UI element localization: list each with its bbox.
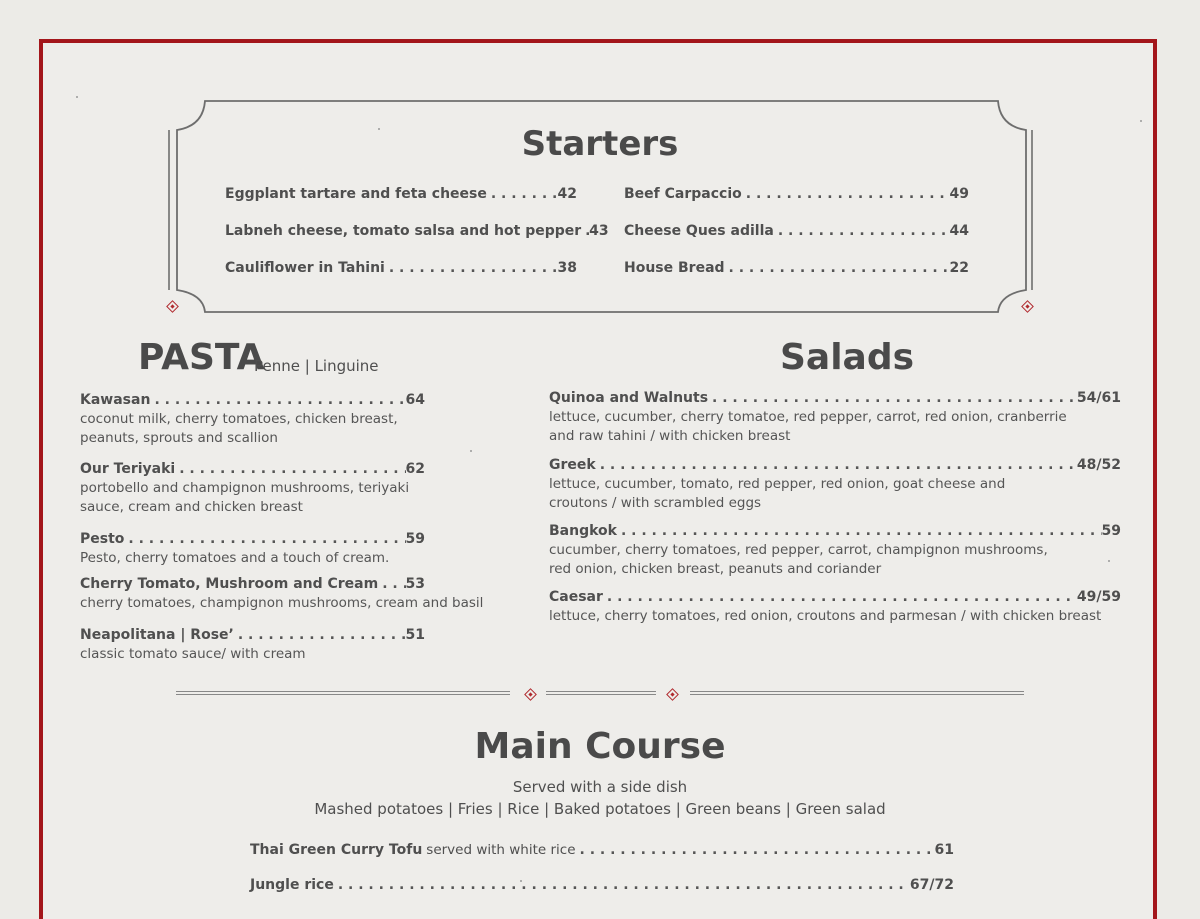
main-item-price: 61 [934, 842, 954, 858]
paper-speck [470, 450, 472, 452]
pasta-item-description: coconut milk, cherry tomatoes, chicken breast, [80, 411, 398, 427]
main-item-name: Jungle rice [250, 877, 334, 893]
main-course-sides: Mashed potatoes | Fries | Rice | Baked potatoes | Green beans | Green salad [314, 800, 886, 818]
pasta-subtitle: Penne | Linguine [254, 357, 379, 375]
pasta-item-price: 62 [405, 461, 425, 477]
pasta-item-name: Neapolitana | Rose’ [80, 627, 234, 643]
main-course-item [250, 842, 954, 858]
dot-leader [774, 223, 950, 239]
paper-speck [76, 96, 78, 98]
paper-speck [1140, 120, 1142, 122]
dot-leader [576, 842, 935, 858]
starters-heading: Starters [521, 124, 679, 164]
pasta-item-price: 51 [405, 627, 425, 643]
starter-item-name: Cauliflower in Tahini [225, 260, 385, 276]
salad-item-name: Bangkok [549, 523, 617, 539]
pasta-item-price: 59 [405, 531, 425, 547]
dot-leader [708, 390, 1077, 406]
pasta-item [80, 576, 484, 613]
starter-item-price: 44 [949, 223, 969, 239]
pasta-item-name: Our Teriyaki [80, 461, 176, 477]
starter-item [225, 260, 577, 276]
pasta-item-price: 53 [405, 576, 425, 592]
divider-line [690, 691, 1024, 695]
dot-leader [124, 531, 405, 547]
starter-item [624, 260, 969, 276]
pasta-item-name: Pesto [80, 531, 125, 547]
pasta-item-description: peanuts, sprouts and scallion [80, 430, 278, 446]
dot-leader [150, 392, 405, 408]
starter-item-price: 22 [949, 260, 969, 276]
pasta-item-name: Cherry Tomato, Mushroom and Cream [80, 576, 379, 592]
salad-item-name: Quinoa and Walnuts [549, 390, 709, 406]
salad-item-name: Greek [549, 457, 596, 473]
salads-heading: Salads [780, 337, 915, 378]
salad-item-description: lettuce, cherry tomatoes, red onion, croutons and parmesan / with chicken breast [549, 608, 1102, 624]
pasta-item-description: classic tomato sauce/ with cream [80, 646, 306, 662]
starter-item [225, 223, 609, 239]
main-item-name: Thai Green Curry Tofu [250, 842, 423, 858]
divider-line [546, 691, 656, 695]
pasta-item-description: portobello and champignon mushrooms, teriyaki [80, 480, 410, 496]
salad-item-description: cucumber, cherry tomatoes, red pepper, carrot, champignon mushrooms, [549, 542, 1048, 558]
starter-item-price: 49 [949, 186, 969, 202]
main-item-note: served with white rice [426, 842, 576, 858]
main-course-heading: Main Course [474, 726, 726, 767]
salad-item [549, 457, 1121, 513]
dot-leader [487, 186, 558, 202]
pasta-item-description: sauce, cream and chicken breast [80, 499, 303, 515]
salad-item-price: 48/52 [1076, 457, 1121, 473]
divider-line [176, 691, 510, 695]
pasta-item-price: 64 [405, 392, 425, 408]
starter-item-name: House Bread [624, 260, 725, 276]
main-course-item [250, 877, 954, 893]
dot-leader [234, 627, 406, 643]
dot-leader [725, 260, 950, 276]
salad-item-description: lettuce, cucumber, tomato, red pepper, red onion, goat cheese and [549, 476, 1006, 492]
main-course-subtitle: Served with a side dish [512, 778, 688, 796]
dot-leader [596, 457, 1077, 473]
starter-item-name: Beef Carpaccio [624, 186, 742, 202]
pasta-item [80, 627, 425, 664]
starter-item [624, 186, 969, 202]
starter-item-name: Labneh cheese, tomato salsa and hot pepper [225, 223, 582, 239]
salad-item-description: lettuce, cucumber, cherry tomatoe, red pepper, carrot, red onion, cranberrie [549, 409, 1067, 425]
starter-item-price: 42 [557, 186, 577, 202]
dot-leader [603, 589, 1077, 605]
dot-leader [385, 260, 558, 276]
salad-item-description: croutons / with scrambled eggs [549, 495, 762, 511]
dot-leader [617, 523, 1102, 539]
starter-item-name: Cheese Ques adilla [624, 223, 774, 239]
pasta-item [80, 461, 425, 517]
pasta-item-description: cherry tomatoes, champignon mushrooms, cream and basil [80, 595, 484, 611]
starter-item [225, 186, 577, 202]
dot-leader [378, 576, 405, 592]
salad-item-description: and raw tahini / with chicken breast [549, 428, 791, 444]
dot-leader [581, 223, 589, 239]
salad-item [549, 523, 1121, 579]
pasta-item [80, 531, 425, 568]
salad-item-price: 54/61 [1076, 390, 1121, 406]
salad-item [549, 589, 1121, 626]
starter-item-price: 43 [589, 223, 609, 239]
main-item-price: 67/72 [909, 877, 954, 893]
salad-item [549, 390, 1121, 446]
starter-item-name: Eggplant tartare and feta cheese [225, 186, 487, 202]
pasta-item-description: Pesto, cherry tomatoes and a touch of cream. [80, 550, 390, 566]
salad-item-price: 59 [1101, 523, 1121, 539]
dot-leader [175, 461, 405, 477]
starter-item [624, 223, 969, 239]
starter-item-price: 38 [557, 260, 577, 276]
pasta-heading: PASTA [138, 337, 265, 378]
pasta-item-name: Kawasan [80, 392, 151, 408]
dot-leader [334, 877, 910, 893]
dot-leader [742, 186, 950, 202]
salad-item-price: 49/59 [1076, 589, 1121, 605]
salad-item-name: Caesar [549, 589, 603, 605]
salad-item-description: red onion, chicken breast, peanuts and coriander [549, 561, 882, 577]
pasta-item [80, 392, 425, 448]
